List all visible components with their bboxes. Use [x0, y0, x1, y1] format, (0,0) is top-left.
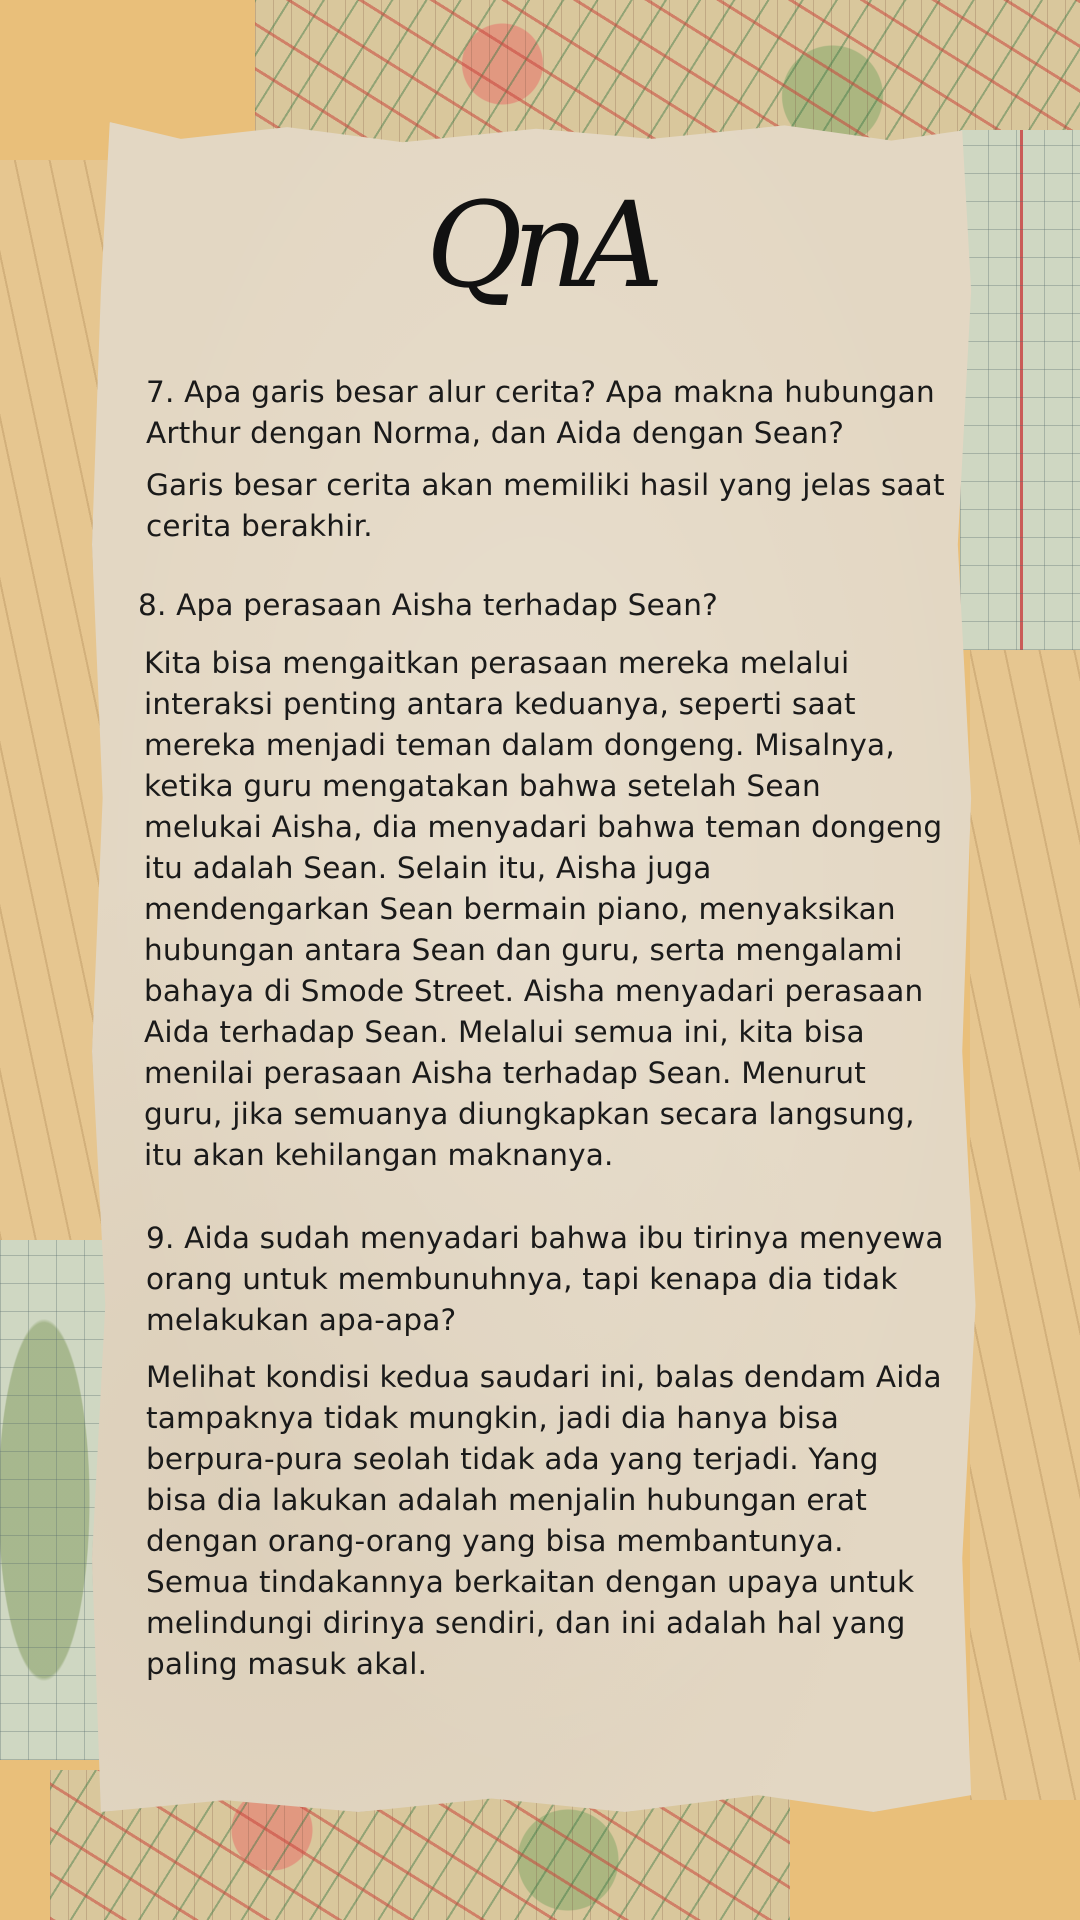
question-8: 8. Apa perasaan Aisha terhadap Sean?: [138, 588, 718, 622]
question-7: 7. Apa garis besar alur cerita? Apa makna hubungan Arthur dengan Norma, dan Aida dengan Sean?: [146, 375, 935, 450]
question-9: 9. Aida sudah menyadari bahwa ibu tirinya menyewa orang untuk membunuhnya, tapi kenapa dia tidak melakukan apa-apa?: [146, 1221, 944, 1337]
answer-9: Melihat kondisi kedua saudari ini, balas dendam Aida tampaknya tidak mungkin, jadi dia hanya bisa berpura-pura seolah tidak ada yang terjadi. Yang bisa dia lakukan adalah menjalin hubungan erat dengan orang-orang yang bisa membantunya. Semua tindakannya berkaitan dengan upaya untuk melindungi dirinya sendiri, dan ini adalah hal yang paling masuk akal.: [146, 1360, 942, 1681]
answer-8: Kita bisa mengaitkan perasaan mereka melalui interaksi penting antara keduanya, seperti saat mereka menjadi teman dalam dongeng. Misalnya, ketika guru mengatakan bahwa setelah Sean melukai Aisha, dia menyadari bahwa teman dongeng itu adalah Sean. Selain itu, Aisha juga mendengarkan Sean bermain piano, menyaksikan hubungan antara Sean dan guru, serta mengalami bahaya di Smode Street. Aisha menyadari perasaan Aida terhadap Sean. Melalui semua ini, kita bisa menilai perasaan Aisha terhadap Sean. Menurut guru, jika semuanya diungkapkan secara langsung, itu akan kehilangan maknanya.: [144, 646, 943, 1172]
handwritten-letter-right: [970, 650, 1080, 1800]
page-title: QnA: [426, 176, 654, 314]
map-collage-left: [0, 1240, 110, 1760]
answer-7: Garis besar cerita akan memiliki hasil yang jelas saat cerita berakhir.: [146, 468, 945, 543]
